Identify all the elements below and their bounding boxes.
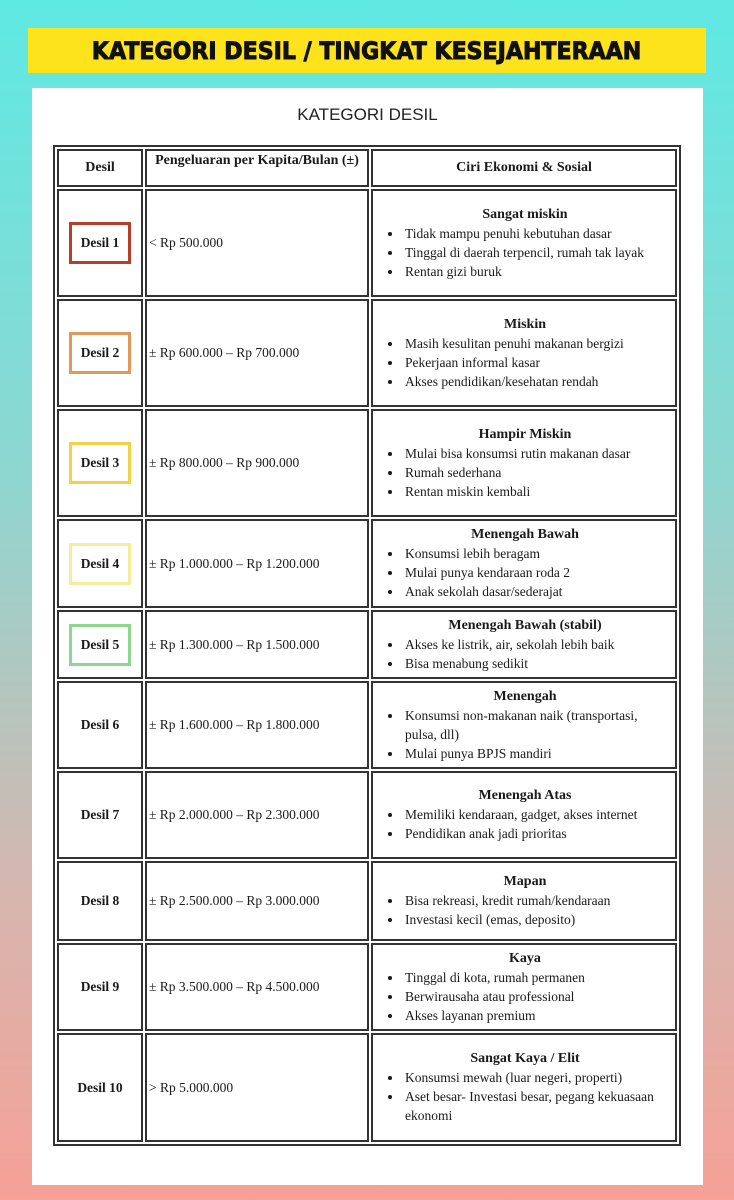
characteristic-item: • Akses layanan premium xyxy=(403,1006,669,1025)
expenditure-range: ± Rp 1.000.000 – Rp 1.200.000 xyxy=(145,519,369,608)
expenditure-range: ± Rp 600.000 – Rp 700.000 xyxy=(145,299,369,407)
characteristics-list xyxy=(381,544,669,601)
characteristic-item: • Rumah sederhana xyxy=(403,463,669,482)
desil-cell xyxy=(57,681,143,769)
category-heading: Hampir Miskin xyxy=(478,426,572,442)
desil-label: Desil 9 xyxy=(80,979,120,994)
characteristics-cell xyxy=(371,299,677,407)
table-row xyxy=(57,681,677,769)
desil-label: Desil 4 xyxy=(69,543,132,585)
characteristics-list xyxy=(381,444,669,501)
expenditure-range: > Rp 5.000.000 xyxy=(145,1033,369,1142)
characteristics-cell xyxy=(371,861,677,941)
desil-label: Desil 7 xyxy=(80,807,120,822)
desil-label: Desil 10 xyxy=(77,1079,123,1095)
table-row xyxy=(57,1033,677,1142)
category-heading: Mapan xyxy=(503,874,547,889)
table-row xyxy=(57,861,677,941)
characteristic-item: • Pendidikan anak jadi prioritas xyxy=(403,824,669,843)
expenditure-range: ± Rp 1.600.000 – Rp 1.800.000 xyxy=(145,681,369,769)
characteristic-item: • Rentan miskin kembali xyxy=(403,482,669,501)
characteristic-item: • Rentan gizi buruk xyxy=(403,262,669,281)
characteristic-item: • Berwirausaha atau professional xyxy=(403,987,669,1006)
table-row xyxy=(57,189,677,297)
characteristic-item: • Pekerjaan informal kasar xyxy=(403,353,669,372)
characteristics-cell xyxy=(371,519,677,608)
characteristic-item: • Konsumsi mewah (luar negeri, properti) xyxy=(403,1068,669,1087)
banner-title: KATEGORI DESIL / TINGKAT KESEJAHTERAAN xyxy=(28,28,706,73)
table-row xyxy=(57,519,677,608)
desil-label: Desil 1 xyxy=(69,222,132,264)
desil-label: Desil 5 xyxy=(69,624,132,666)
document-card xyxy=(32,88,703,1185)
table-row xyxy=(57,771,677,859)
characteristics-list xyxy=(381,891,669,929)
desil-cell xyxy=(57,1033,143,1142)
characteristic-item: • Tinggal di daerah terpencil, rumah tak layak xyxy=(403,243,669,262)
expenditure-range: ± Rp 1.300.000 – Rp 1.500.000 xyxy=(145,610,369,679)
header-ciri: Ciri Ekonomi & Sosial xyxy=(371,149,677,187)
characteristics-list xyxy=(381,805,669,843)
characteristics-list xyxy=(381,968,669,1025)
characteristic-item: • Tidak mampu penuhi kebutuhan dasar xyxy=(403,224,669,243)
category-heading: Sangat Kaya / Elit xyxy=(470,1051,580,1066)
characteristics-list xyxy=(381,1068,669,1125)
characteristics-list xyxy=(381,334,669,391)
desil-cell xyxy=(57,189,143,297)
characteristic-item: • Akses pendidikan/kesehatan rendah xyxy=(403,372,669,391)
table-row xyxy=(57,409,677,517)
expenditure-range: ± Rp 3.500.000 – Rp 4.500.000 xyxy=(145,943,369,1031)
desil-cell xyxy=(57,409,143,517)
table-row xyxy=(57,299,677,407)
characteristics-cell xyxy=(371,771,677,859)
characteristic-item: • Mulai bisa konsumsi rutin makanan dasar xyxy=(403,444,669,463)
characteristic-item: • Tinggal di kota, rumah permanen xyxy=(403,968,669,987)
category-heading: Sangat miskin xyxy=(482,206,568,222)
expenditure-range: ± Rp 800.000 – Rp 900.000 xyxy=(145,409,369,517)
characteristics-list xyxy=(381,224,669,281)
characteristic-item: • Memiliki kendaraan, gadget, akses internet xyxy=(403,805,669,824)
characteristic-item: • Investasi kecil (emas, deposito) xyxy=(403,910,669,929)
characteristic-item: • Masih kesulitan penuhi makanan bergizi xyxy=(403,334,669,353)
characteristics-list xyxy=(381,706,669,763)
characteristic-item: • Konsumsi non-makanan naik (transportasi, pulsa, dll) xyxy=(403,706,669,744)
characteristics-cell xyxy=(371,189,677,297)
characteristic-item: • Mulai punya kendaraan roda 2 xyxy=(403,563,669,582)
desil-cell xyxy=(57,519,143,608)
desil-table xyxy=(53,145,681,1146)
characteristic-item: • Bisa rekreasi, kredit rumah/kendaraan xyxy=(403,891,669,910)
characteristics-list xyxy=(381,635,669,673)
desil-label: Desil 6 xyxy=(80,717,120,732)
category-heading: Menengah Bawah (stabil) xyxy=(448,617,602,633)
desil-cell xyxy=(57,943,143,1031)
characteristics-cell xyxy=(371,610,677,679)
expenditure-range: ± Rp 2.500.000 – Rp 3.000.000 xyxy=(145,861,369,941)
desil-cell xyxy=(57,861,143,941)
characteristic-item: • Aset besar- Investasi besar, pegang kekuasaan ekonomi xyxy=(403,1087,669,1125)
characteristic-item: • Anak sekolah dasar/sederajat xyxy=(403,582,669,601)
desil-label: Desil 8 xyxy=(80,893,120,908)
header-pengeluaran: Pengeluaran per Kapita/Bulan (±) xyxy=(145,149,369,187)
characteristics-cell xyxy=(371,409,677,517)
characteristic-item: • Bisa menabung sedikit xyxy=(403,654,669,673)
category-heading: Kaya xyxy=(509,950,541,966)
expenditure-range: < Rp 500.000 xyxy=(145,189,369,297)
document-title: KATEGORI DESIL xyxy=(297,105,438,124)
expenditure-range: ± Rp 2.000.000 – Rp 2.300.000 xyxy=(145,771,369,859)
desil-cell xyxy=(57,771,143,859)
category-heading: Miskin xyxy=(503,316,546,332)
desil-label: Desil 2 xyxy=(69,332,132,374)
characteristics-cell xyxy=(371,681,677,769)
header-desil: Desil xyxy=(57,149,143,187)
table-row xyxy=(57,943,677,1031)
characteristic-item: • Konsumsi lebih beragam xyxy=(403,544,669,563)
desil-cell xyxy=(57,299,143,407)
desil-cell xyxy=(57,610,143,679)
characteristics-cell xyxy=(371,1033,677,1142)
category-heading: Menengah Atas xyxy=(478,788,572,803)
desil-label: Desil 3 xyxy=(69,442,132,484)
characteristic-item: • Mulai punya BPJS mandiri xyxy=(403,744,669,763)
characteristic-item: • Akses ke listrik, air, sekolah lebih baik xyxy=(403,635,669,654)
characteristics-cell xyxy=(371,943,677,1031)
category-heading: Menengah Bawah xyxy=(471,527,579,542)
category-heading: Menengah xyxy=(493,688,557,704)
table-row xyxy=(57,610,677,679)
